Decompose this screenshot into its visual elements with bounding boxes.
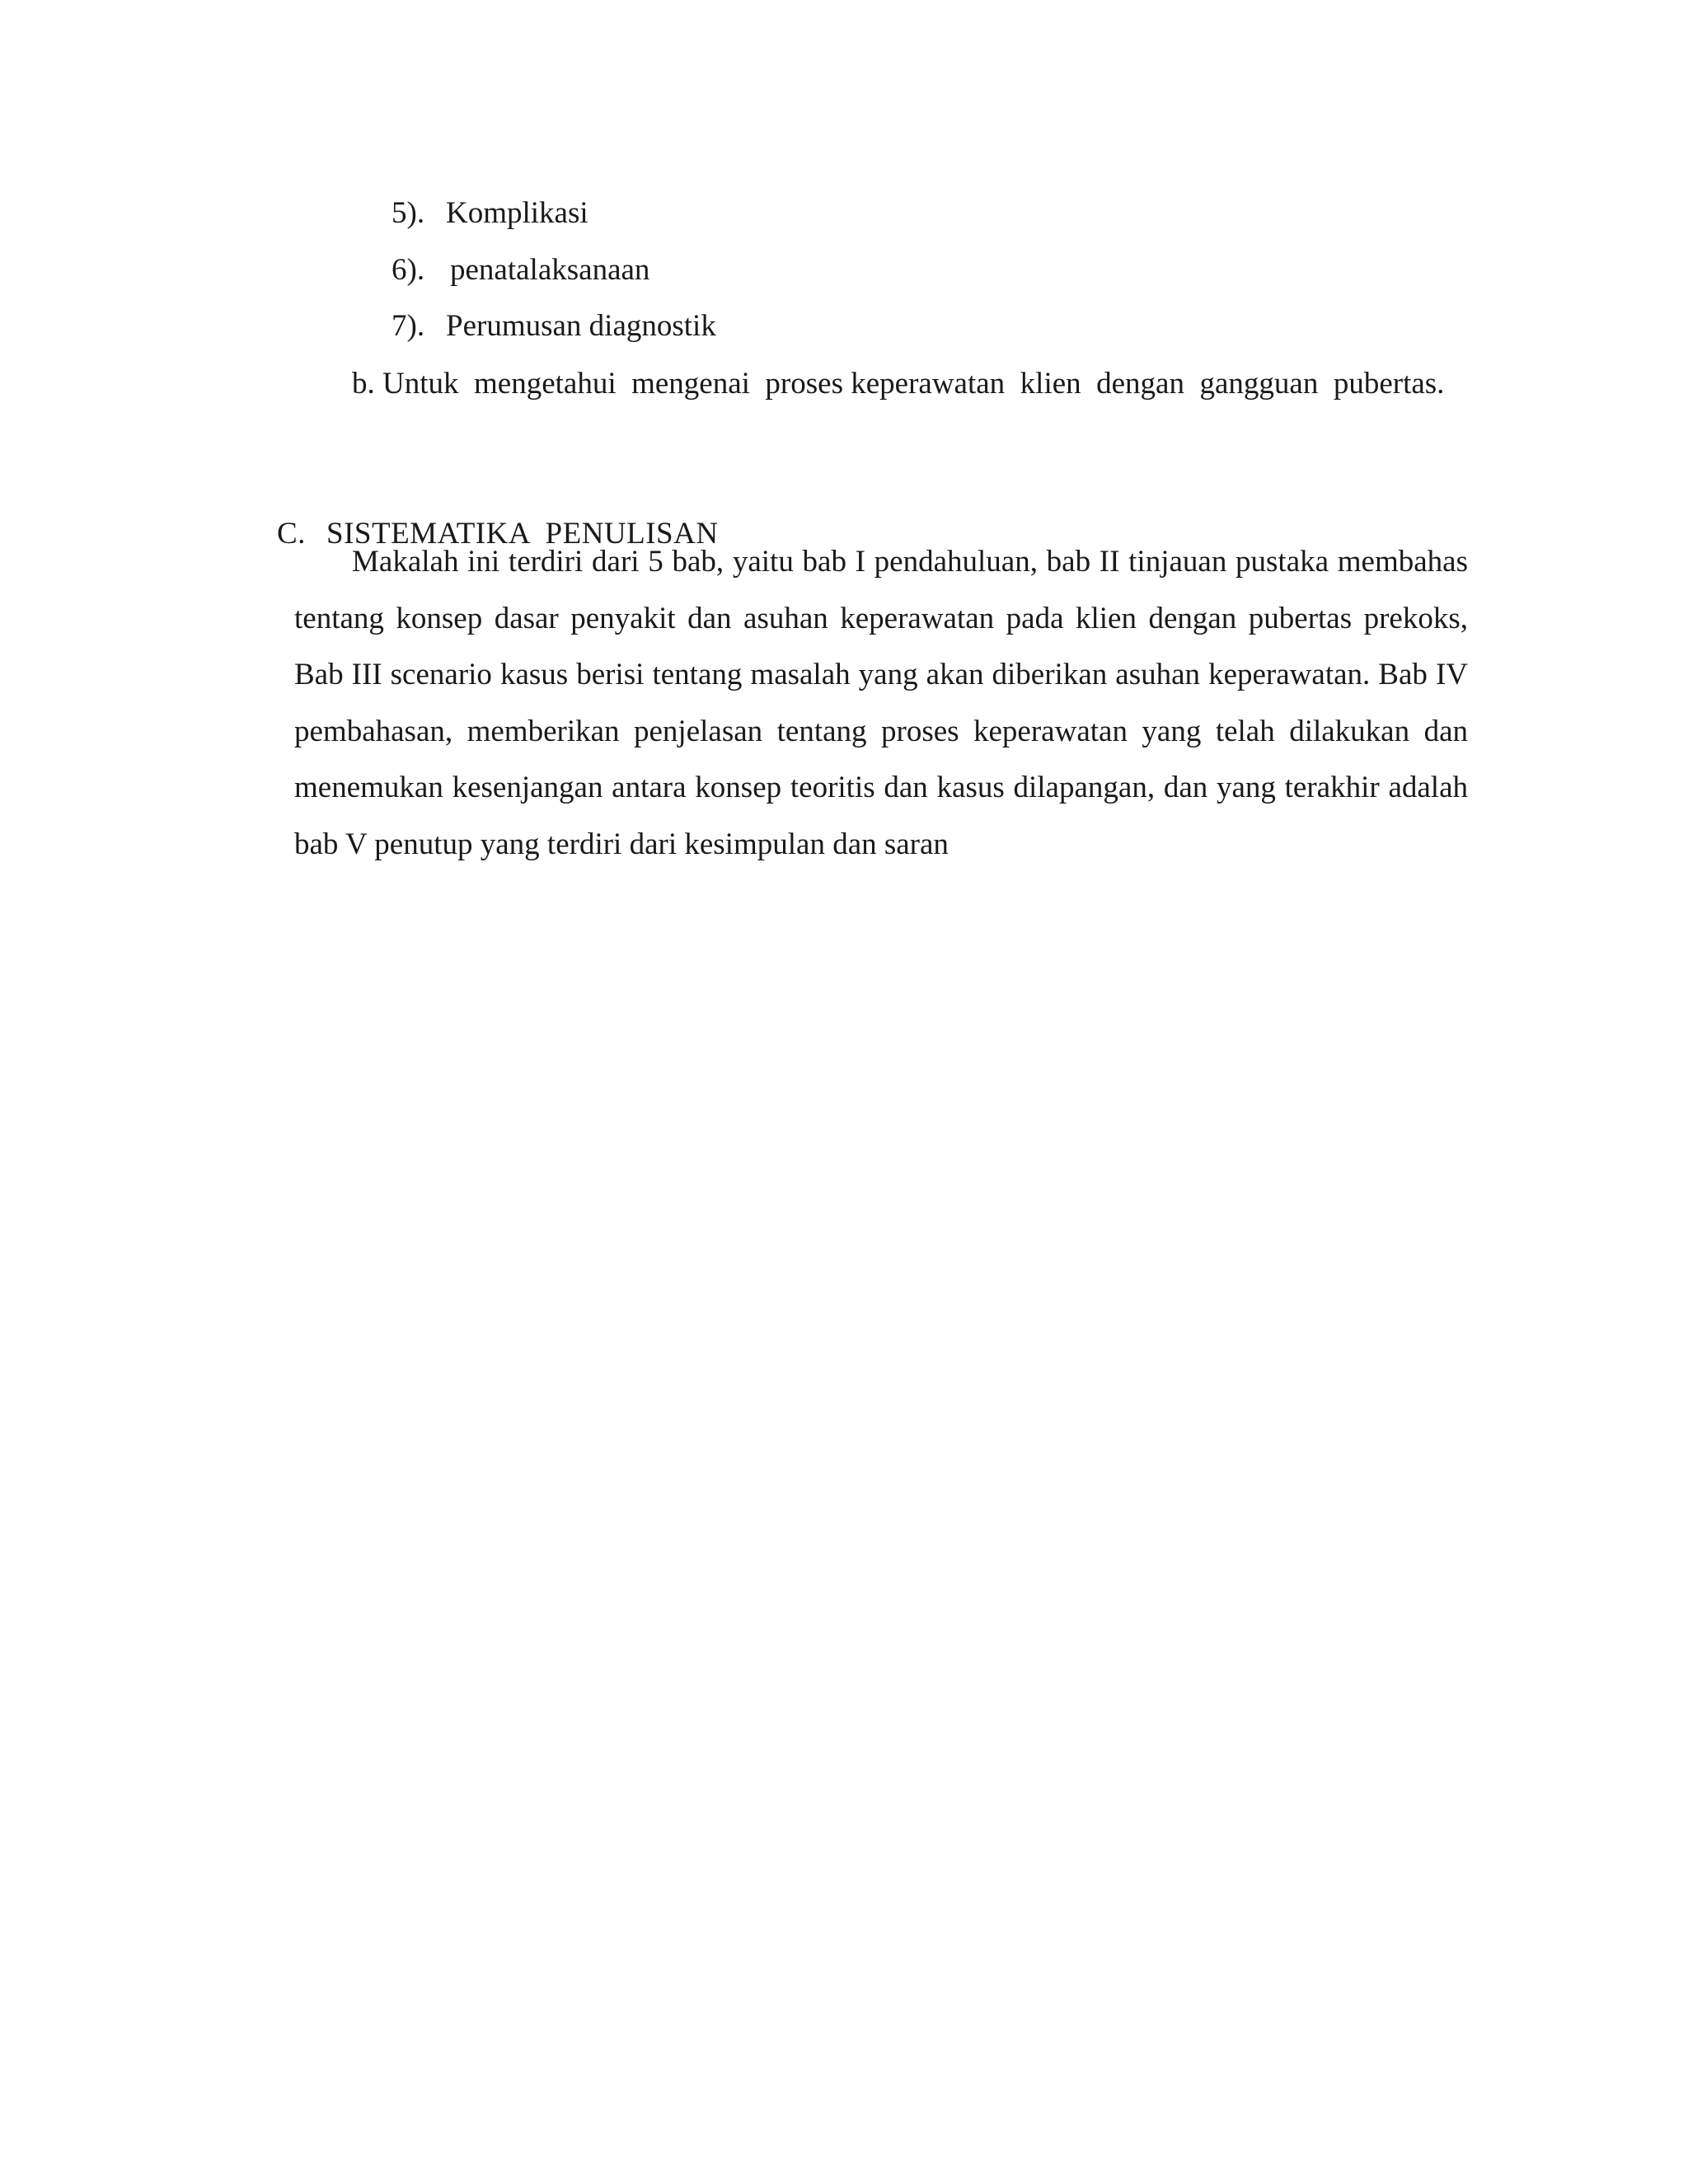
sub-item-b: b. Untuk mengetahui mengenai proses keperawatan klien dengan gangguan pubertas. — [352, 367, 1445, 401]
section-paragraph: Makalah ini terdiri dari 5 bab, yaitu bab I pendahuluan, bab II tinjauan pustaka membahas tentang konsep dasar penyakit dan asuhan keperawatan pada klien dengan pubertas prekoks, Bab III scenario kasus berisi tentang masalah yang akan diberikan asuhan keperawatan. Bab IV pembahasan, memberikan penjelasan tentang proses keperawatan yang telah dilakukan dan menemukan kesenjangan antara konsep teoritis dan kasus dilapangan, dan yang terakhir adalah bab V penutup yang terdiri dari kesimpulan dan saran — [294, 545, 1468, 861]
list-item-text: Perumusan diagnostik — [446, 309, 716, 343]
section-title: SISTEMATIKA PENULISAN — [326, 517, 719, 551]
list-item — [392, 308, 716, 344]
list-item — [392, 195, 588, 232]
list-item-text: Komplikasi — [446, 196, 588, 230]
list-item-number: 7). — [392, 309, 425, 343]
list-item-text: penatalaksanaan — [450, 253, 650, 287]
section-number: C. — [277, 517, 306, 551]
list-item — [392, 252, 649, 288]
list-item-number: 6). — [392, 253, 425, 287]
list-item-number: 5). — [392, 196, 425, 230]
